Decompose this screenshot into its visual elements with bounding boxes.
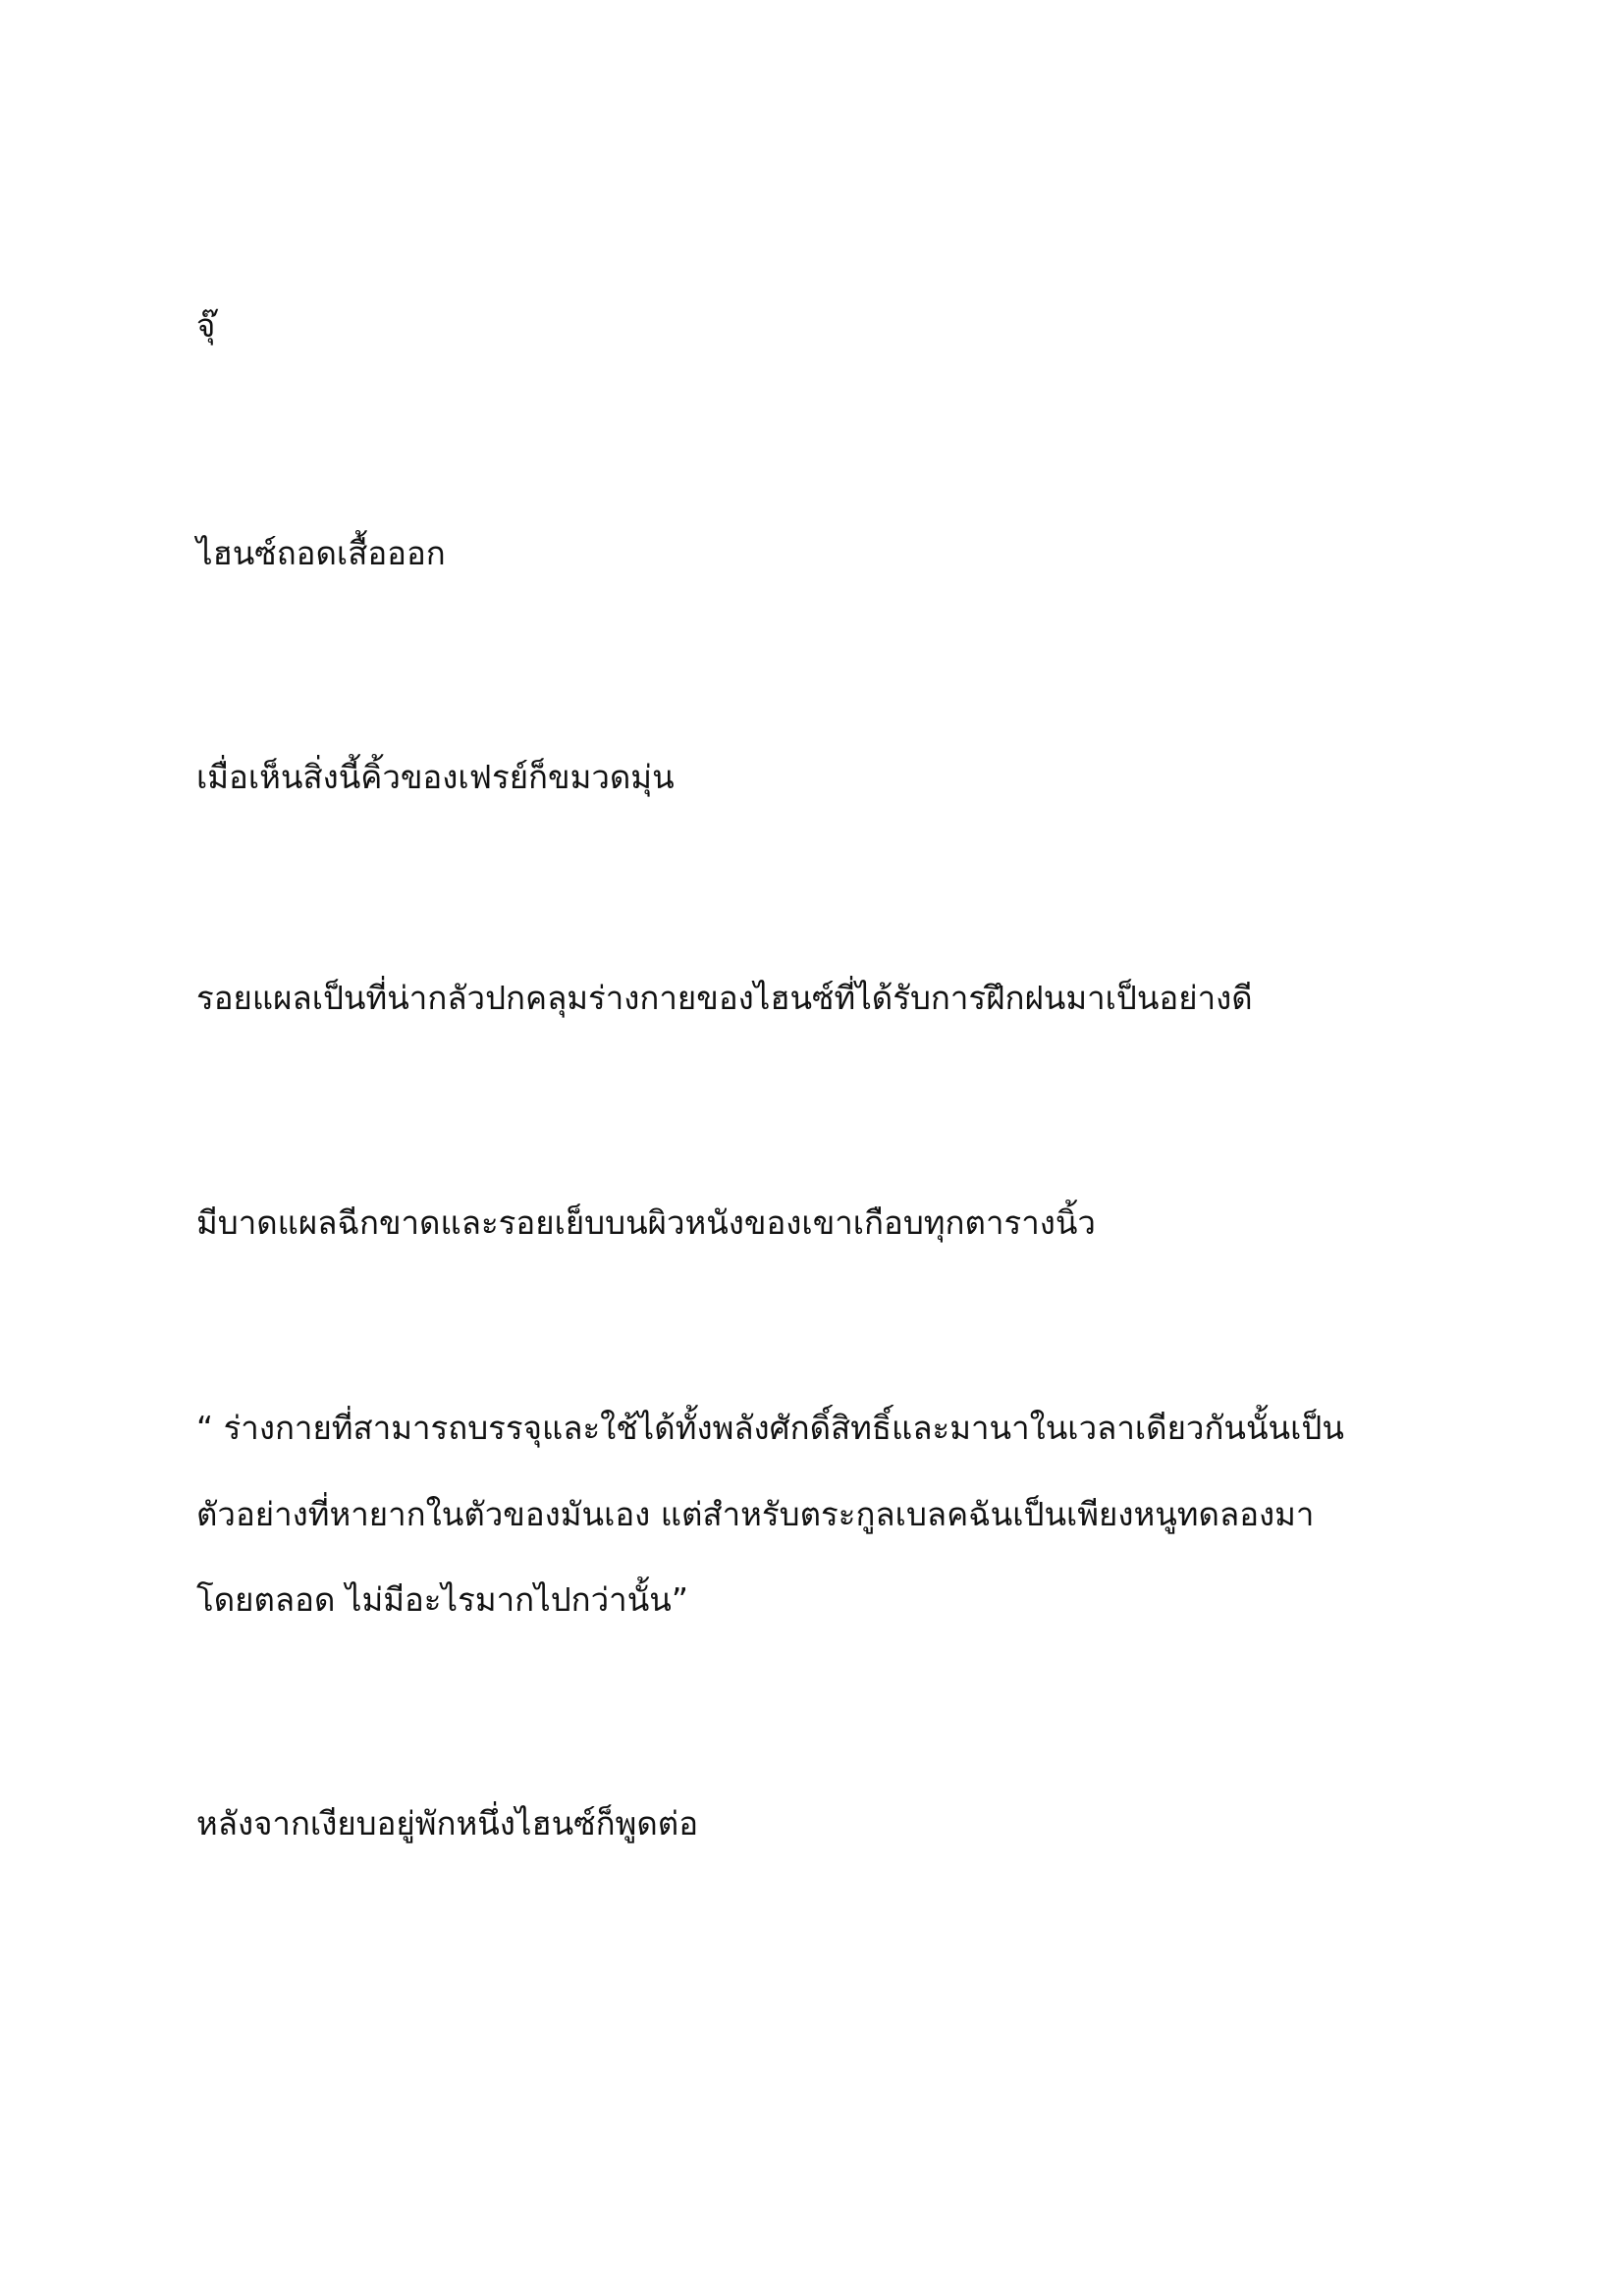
paragraph-line: ไฮนซ์ถอดเสื้อออก [196, 534, 446, 572]
quote-line: โดยตลอด ไม่มีอะไรมากไปกว่านั้น” [196, 1580, 688, 1619]
paragraph-line: รอยแผลเป็นที่น่ากลัวปกคลุมร่างกายของไฮนซ์ที่ได้รับการฝึกฝนมาเป็นอย่างดี [196, 979, 1253, 1017]
quote-line: “ ร่างกายที่สามารถบรรจุและใช้ได้ทั้งพลังศักดิ์สิทธิ์และมานาในเวลาเดียวกันนั้นเป็น [196, 1409, 1344, 1447]
paragraph-line: มีบาดแผลฉีกขาดและรอยเย็บบนผิวหนังของเขาเกือบทุกตารางนิ้ว [196, 1203, 1096, 1242]
quote-line: ตัวอย่างที่หายากในตัวของมันเอง แต่สำหรับตระกูลเบลคฉันเป็นเพียงหนูทดลองมา [196, 1495, 1315, 1533]
paragraph-line: หลังจากเงียบอยู่พักหนึ่งไฮนซ์ก็พูดต่อ [196, 1804, 699, 1842]
paragraph-line: จุ๊ [196, 306, 216, 345]
paragraph-line: เมื่อเห็นสิ่งนี้คิ้วของเฟรย์ก็ขมวดมุ่น [196, 758, 675, 796]
